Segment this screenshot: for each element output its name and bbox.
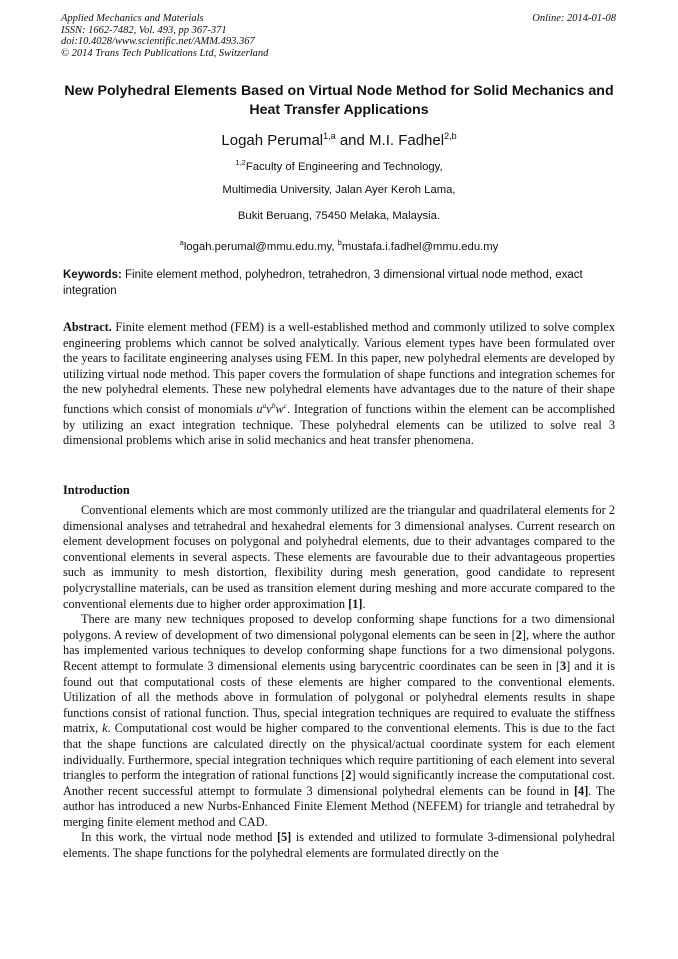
author-and: and (339, 132, 365, 149)
email-b: mustafa.i.fadhel@mmu.edu.my (341, 241, 499, 253)
abstract-text-2: . Integration of functions within the element can be accomplished by utilizing an exact integration technique. These polyhedral elements can be utilized to solve real 3 dimensional problems which arise in solid mechanics and heat transfer phenomena. (63, 401, 616, 448)
journal-doi: doi:10.4028/www.scientific.net/AMM.493.367 (61, 36, 255, 47)
author-2: M.I. Fadhel (369, 132, 445, 149)
intro-paragraph-1: Conventional elements which are most commonly utilized are the triangular and quadrilateral elements for 2 dimensional analyses and tetrahedral and hexahedral elements for 3 dimensional analyses. Current research on element development focuses on polygonal and polyhedral elements, due to their advantages compared to the conventional elements in several aspects. These elements are favourable due to their advantageous properties such as immunity to mesh distortion, flexibility during mesh generation, good candidate to represent polycrystalline materials, can be used as transition element during meshing and more accurate compared to the conventional elements due to higher order approximation [1]. (63, 503, 615, 611)
email-a: logah.perumal@mmu.edu.my, (183, 241, 335, 253)
author-emails: $^a$logah.perumal@mmu.edu.my, $^b$mustafa.i.fadhel@mmu.edu.my (179, 238, 499, 253)
author-line (60, 127, 618, 150)
affiliation-line-3: Bukit Beruang, 75450 Melaka, Malaysia. (237, 210, 441, 222)
citation-3[interactable]: 3 (560, 658, 567, 673)
keywords (63, 268, 615, 299)
monomial-formula: $u^av^bw^c$ (256, 400, 288, 416)
affiliation-sup: 1,2 (235, 158, 246, 167)
citation-2b[interactable]: 2 (345, 768, 352, 783)
introduction-heading: Introduction (63, 483, 130, 497)
journal-issn: ISSN: 1662-7482, Vol. 493, pp 367-371 (61, 24, 227, 36)
keywords-text: Finite element method, polyhedron, tetrahedron, 3 dimensional virtual node method, exact integration (63, 269, 583, 297)
journal-header (61, 13, 268, 59)
abstract (63, 320, 615, 449)
journal-name: Applied Mechanics and Materials (61, 13, 204, 24)
stiffness-symbol: k (102, 721, 108, 736)
abstract-text-1: Finite element method (FEM) is a well-established method and commonly utilized to solve complex engineering problems which cannot be solved analytically. Various element types have been formulated over the years to facilitate engineering analyses using FEM. In this paper, new polyhedral elements are developed by utilizing virtual node method. This paper covers the formulation of shape functions and integration schemes for the new polyhedral elements. These new polyhedral elements have advantages due to the nature of their shape functions which consist of monomials (63, 320, 615, 416)
author-1-sup: 1,a (323, 131, 336, 141)
citation-2[interactable]: 2 (515, 627, 522, 642)
intro-paragraph-3: In this work, the virtual node method [5] is extended and utilized to formulate 3-dimensional polyhedral elements. The shape functions for the polyhedral elements are formulated directly on the (63, 830, 615, 861)
author-1: Logah Perumal (221, 132, 324, 149)
citation-4[interactable]: [4] (573, 783, 589, 798)
online-date: Online: 2014-01-08 (532, 13, 616, 24)
citation-1[interactable]: [1] (348, 596, 363, 611)
author-2-sup: 2,b (444, 131, 457, 141)
citation-5[interactable]: [5] (276, 830, 292, 845)
keywords-label: Keywords: (63, 269, 122, 281)
abstract-label: Abstract. (63, 320, 112, 334)
affiliation-line-2: Multimedia University, Jalan Ayer Keroh Lama, (222, 184, 456, 196)
journal-copyright: © 2014 Trans Tech Publications Ltd, Switzerland (61, 47, 269, 59)
affiliation-line-1: $^{1,2}$Faculty of Engineering and Technology, (235, 158, 443, 173)
paper-title: New Polyhedral Elements Based on Virtual Node Method for Solid Mechanics and Heat Transfer Applications (64, 83, 614, 118)
intro-paragraph-2: There are many new techniques proposed to develop conforming shape functions for a two dimensional polygons. A review of development of two dimensional polygonal elements can be seen in [2], where the author has implemented various techniques to develop conforming shape functions for a two dimensional polygons. Recent attempt to formulate 3 dimensional elements using barycentric coordinates can be seen in [3] and it is found out that computational costs of these elements are higher compared to the conventional elements. Utilization of all the methods above in formulation of polygonal or polyhedral elements results in shape functions consist of rational function. Thus, special integration techniques are required to evaluate the stiffness matrix, k. Computational cost would be higher compared to the conventional elements. This is due to the fact that the shape functions are calculated directly on the physical/actual coordinate system for each element individually. Furthermore, special integration techniques which require partitioning of each element into several triangles to perform the integration of rational functions [2] would significantly increase the computational cost. Another recent successful attempt to formulate 3 dimensional polyhedral elements can be found in [4]. The author has introduced a new Nurbs-Enhanced Finite Element Method (NEFEM) for triangle and tetrahedral by merging finite element method and CAD. (63, 612, 616, 829)
introduction-body (63, 503, 615, 862)
